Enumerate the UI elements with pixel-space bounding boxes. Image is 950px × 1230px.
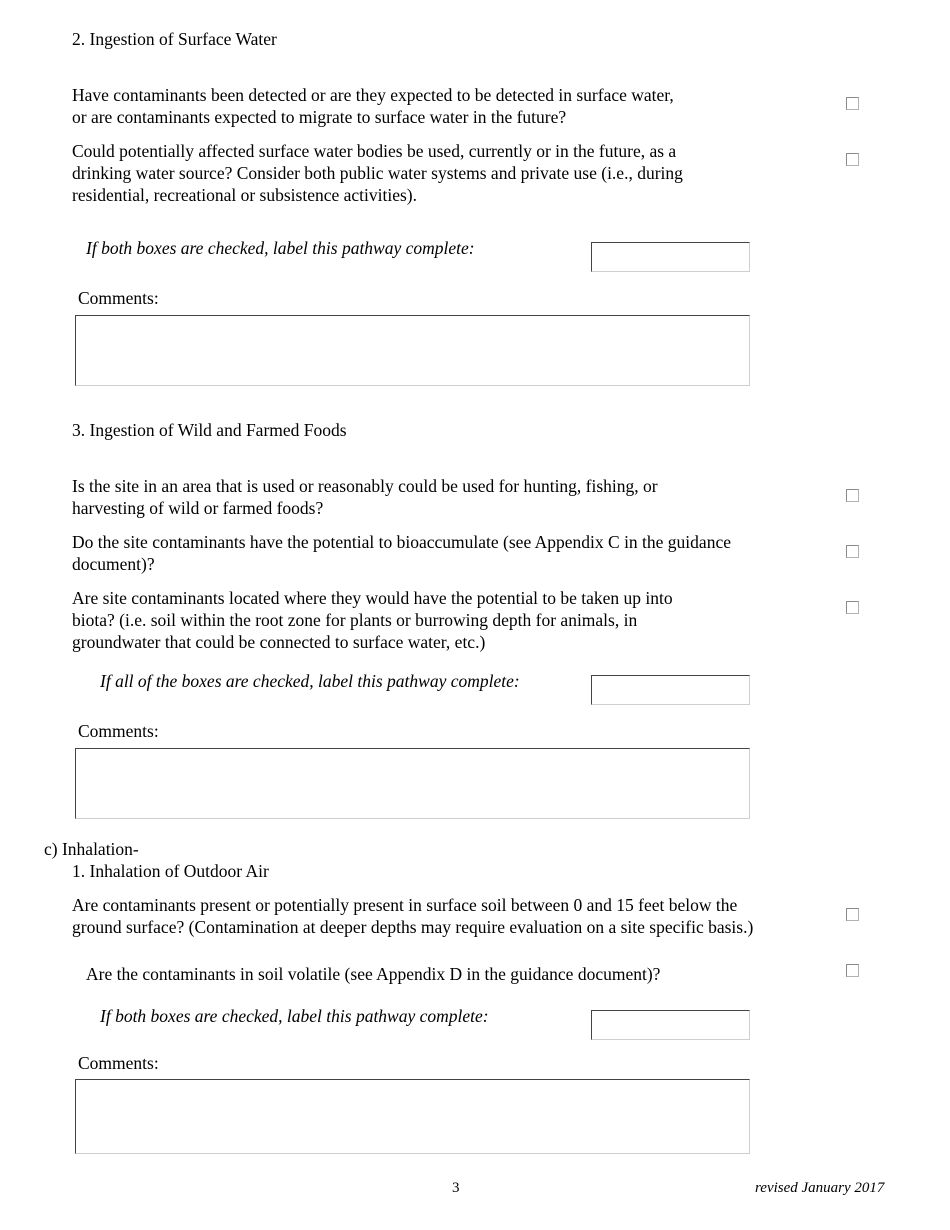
sec2-instruction: If both boxes are checked, label this pathway complete: bbox=[86, 238, 475, 258]
sec3-q1-line1: Is the site in an area that is used or reasonably could be used for hunting, fishing, or bbox=[72, 476, 658, 496]
sec2-comments-label: Comments: bbox=[78, 288, 159, 308]
sec3-q3-line1: Are site contaminants located where they would have the potential to be taken up into bbox=[72, 588, 673, 608]
sec3-instruction: If all of the boxes are checked, label this pathway complete: bbox=[100, 671, 520, 691]
sec3-q3-line3: groundwater that could be connected to surface water, etc.) bbox=[72, 632, 486, 652]
c1-comments-label: Comments: bbox=[78, 1053, 159, 1073]
sec2-q2-line2: drinking water source? Consider both public water systems and private use (i.e., during bbox=[72, 163, 683, 183]
sec3-q1-checkbox[interactable] bbox=[846, 489, 859, 502]
sec2-q2-line1: Could potentially affected surface water bodies be used, currently or in the future, as a bbox=[72, 141, 677, 161]
sec3-comments-field[interactable] bbox=[75, 748, 750, 819]
sec3-q2-checkbox[interactable] bbox=[846, 545, 859, 558]
sec3-pathway-complete-field[interactable] bbox=[591, 675, 750, 705]
sec3-comments-label: Comments: bbox=[78, 721, 159, 741]
section-2-heading: 2. Ingestion of Surface Water bbox=[72, 29, 277, 49]
sec3-q2-line2: document)? bbox=[72, 554, 155, 574]
sec2-q2-checkbox[interactable] bbox=[846, 153, 859, 166]
c1-q1-checkbox[interactable] bbox=[846, 908, 859, 921]
c1-q2: Are the contaminants in soil volatile (see Appendix D in the guidance document)? bbox=[86, 964, 661, 984]
sec2-pathway-complete-field[interactable] bbox=[591, 242, 750, 272]
c1-q1-line1: Are contaminants present or potentially present in surface soil between 0 and 15 feet below the bbox=[72, 895, 738, 915]
sec2-q1-line2: or are contaminants expected to migrate to surface water in the future? bbox=[72, 107, 567, 127]
sec2-q1-line1: Have contaminants been detected or are they expected to be detected in surface water, bbox=[72, 85, 674, 105]
sec3-q2-line1: Do the site contaminants have the potential to bioaccumulate (see Appendix C in the guidance bbox=[72, 532, 731, 552]
c1-q2-checkbox[interactable] bbox=[846, 964, 859, 977]
c1-pathway-complete-field[interactable] bbox=[591, 1010, 750, 1040]
c1-instruction: If both boxes are checked, label this pathway complete: bbox=[100, 1006, 489, 1026]
revised-date: revised January 2017 bbox=[755, 1180, 885, 1196]
sec2-comments-field[interactable] bbox=[75, 315, 750, 386]
section-3-heading: 3. Ingestion of Wild and Farmed Foods bbox=[72, 420, 347, 440]
sec3-q3-line2: biota? (i.e. soil within the root zone for plants or burrowing depth for animals, in bbox=[72, 610, 638, 630]
sec3-q1-line2: harvesting of wild or farmed foods? bbox=[72, 498, 324, 518]
section-c1-heading: 1. Inhalation of Outdoor Air bbox=[72, 861, 269, 881]
sec3-q3-checkbox[interactable] bbox=[846, 601, 859, 614]
c1-q1-line2: ground surface? (Contamination at deeper depths may require evaluation on a site specific basis.) bbox=[72, 917, 754, 937]
c1-comments-field[interactable] bbox=[75, 1079, 750, 1154]
section-c-heading: c) Inhalation- bbox=[44, 839, 139, 859]
page-number: 3 bbox=[452, 1180, 460, 1196]
sec2-q1-checkbox[interactable] bbox=[846, 97, 859, 110]
sec2-q2-line3: residential, recreational or subsistence activities). bbox=[72, 185, 418, 205]
